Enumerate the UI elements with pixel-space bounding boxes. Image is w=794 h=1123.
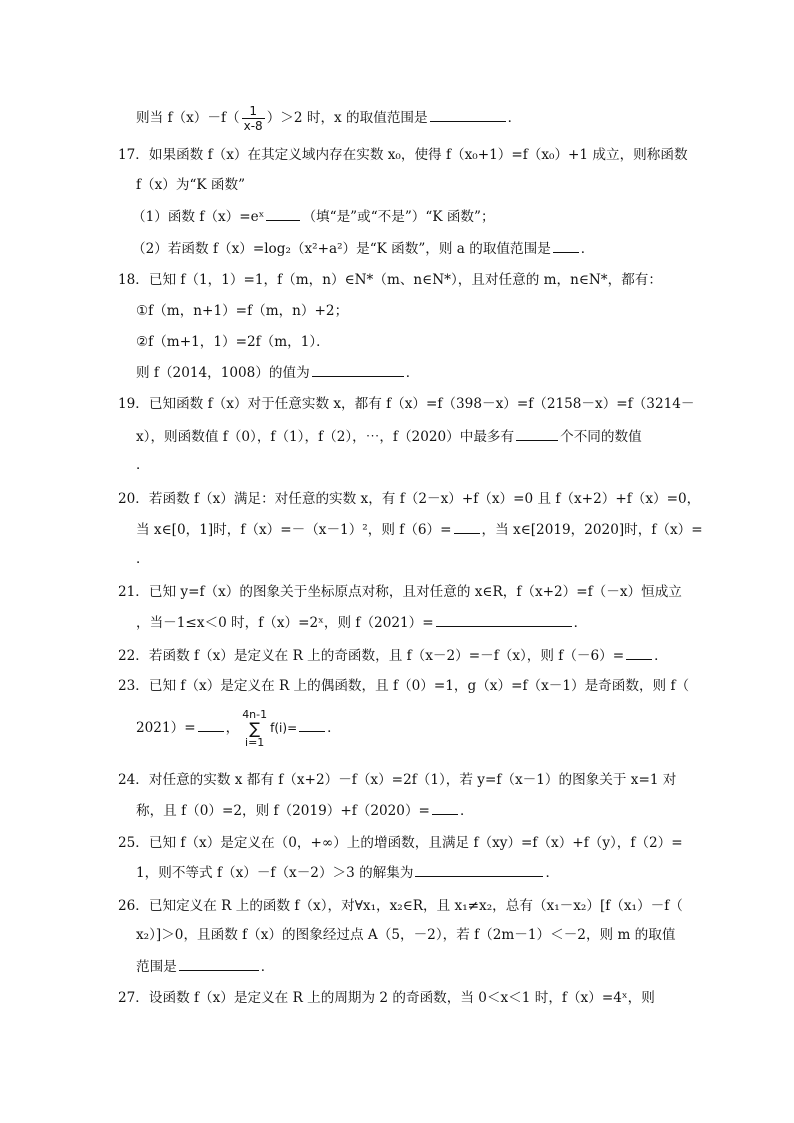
q21-line-2 (136, 612, 696, 633)
summation-upper-limit: 4n-1 (242, 707, 268, 721)
q20-line-2 (136, 519, 703, 540)
fraction-denominator: x-8 (243, 119, 263, 133)
q18-line-4 (136, 362, 696, 383)
summation-body: f(i)= (270, 721, 298, 735)
q17-line-3 (132, 206, 692, 227)
q19-line-2 (136, 426, 696, 447)
sigma-icon: ∑ (249, 718, 261, 738)
text: ，当 x∈[2019，2020]时，f（x）= (481, 522, 703, 538)
q18-line-3: ②f（m+1，1）=2f（m，1）． (136, 334, 330, 350)
answer-blank[interactable] (430, 107, 506, 122)
text: 称，且 f（0）=2，则 f（2019）+f（2020）= (136, 803, 430, 819)
text: ． (545, 865, 560, 881)
text: ． (459, 803, 474, 819)
text: ． (507, 110, 522, 126)
q26-line-1: 26．已知定义在 R 上的函数 f（x），对∀x₁，x₂∈R，且 x₁≠x₂，总有（x₁－x₂）[f（x₁）－f（ (118, 898, 683, 914)
answer-blank[interactable] (454, 519, 480, 534)
fraction-numerator: 1 (249, 104, 257, 118)
q24-line-2 (136, 800, 696, 821)
answer-blank[interactable] (516, 426, 558, 441)
q16-continuation (136, 104, 696, 133)
text: ． (654, 648, 668, 664)
answer-blank[interactable] (179, 956, 259, 971)
text: ， (225, 720, 240, 736)
text: ． (580, 241, 595, 257)
q21-line-1: 21．已知 y=f（x）的图象关于坐标原点对称，且对任意的 x∈R，f（x+2）=f（－x）恒成立 (118, 584, 682, 600)
q23-line-1: 23．已知 f（x）是定义在 R 上的偶函数，且 f（0）=1，g（x）=f（x－1）是奇函数，则 f（ (118, 678, 690, 694)
q20-line-3: ． (136, 551, 150, 567)
answer-blank[interactable] (312, 362, 404, 377)
text: ． (260, 959, 275, 975)
q26-line-2: x₂）]＞0，且函数 f（x）的图象经过点 A（5，－2），若 f（2m－1）＜－2，则 m 的取值 (136, 927, 676, 943)
fraction (242, 104, 265, 133)
text: 1，则不等式 f（x）－f（x－2）＞3 的解集为 (136, 865, 414, 881)
text: 范围是 (136, 959, 177, 975)
text: 则当 f（x）－f（ (136, 110, 240, 126)
q25-line-1: 25．已知 f（x）是定义在（0，+∞）上的增函数，且满足 f（xy）=f（x）+f（y），f（2）= (118, 835, 683, 851)
summation-lower-limit: i=1 (245, 735, 265, 749)
text: （填“是”或“不是”）“K 函数”； (302, 209, 495, 225)
q27-line-1: 27．设函数 f（x）是定义在 R 上的周期为 2 的奇函数，当 0＜x＜1 时，f（x）=4ˣ，则 (118, 990, 655, 1006)
text: ． (573, 615, 588, 631)
text: （1）函数 f（x）=eˣ (132, 209, 265, 225)
q18-line-2: ①f（m，n+1）=f（m，n）+2； (136, 303, 349, 319)
text: 当 x∈[0，1]时，f（x）=－（x－1）²，则 f（6）= (136, 522, 452, 538)
q22-line-1 (118, 645, 678, 666)
q25-line-2 (136, 862, 696, 883)
q17-line-2: f（x）为“K 函数” (136, 177, 246, 193)
text: （2）若函数 f（x）=log₂（x²+a²）是“K 函数”，则 a 的取值范围是 (132, 241, 551, 257)
answer-blank[interactable] (436, 612, 572, 627)
q26-line-3 (136, 956, 696, 977)
answer-blank[interactable] (415, 862, 543, 877)
text: ，当－1≤x＜0 时，f（x）=2ˣ，则 f（2021）= (136, 615, 434, 631)
q18-line-1: 18．已知 f（1，1）=1，f（m，n）∈N*（m、n∈N*），且对任意的 m，n∈N*，都有： (118, 272, 662, 288)
answer-blank[interactable] (198, 717, 224, 732)
summation-sign (242, 709, 267, 749)
q20-line-1: 20．若函数 f（x）满足：对任意的实数 x，有 f（2－x）+f（x）=0 且 f（x+2）+f（x）=0， (118, 491, 701, 507)
q23-line-2 (136, 706, 696, 750)
answer-blank[interactable] (299, 717, 325, 732)
q19-line-3: ． (136, 457, 150, 473)
text: x），则函数值 f（0），f（1），f（2），⋯，f（2020）中最多有 (136, 429, 515, 445)
text: 个不同的数值 (560, 429, 642, 445)
q17-line-1: 17．如果函数 f（x）在其定义域内存在实数 x₀，使得 f（x₀+1）=f（x₀）+1 成立，则称函数 (118, 147, 688, 163)
q17-line-4 (132, 238, 692, 259)
text: ． (327, 720, 341, 736)
text: ）＞2 时，x 的取值范围是 (266, 110, 428, 126)
text: ． (405, 365, 420, 381)
text: 22．若函数 f（x）是定义在 R 上的奇函数，且 f（x－2）=－f（x），则 f（－6）= (118, 648, 625, 664)
q24-line-1: 24．对任意的实数 x 都有 f（x+2）－f（x）=2f（1），若 y=f（x－1）的图象关于 x=1 对 (118, 772, 677, 788)
answer-blank[interactable] (432, 800, 458, 815)
answer-blank[interactable] (626, 645, 652, 660)
text: 则 f（2014，1008）的值为 (136, 365, 310, 381)
q19-line-1: 19．已知函数 f（x）对于任意实数 x，都有 f（x）=f（398－x）=f（2158－x）=f（3214－ (118, 396, 695, 412)
text: 2021）= (136, 720, 196, 736)
answer-blank[interactable] (553, 238, 579, 253)
answer-blank[interactable] (266, 206, 300, 221)
